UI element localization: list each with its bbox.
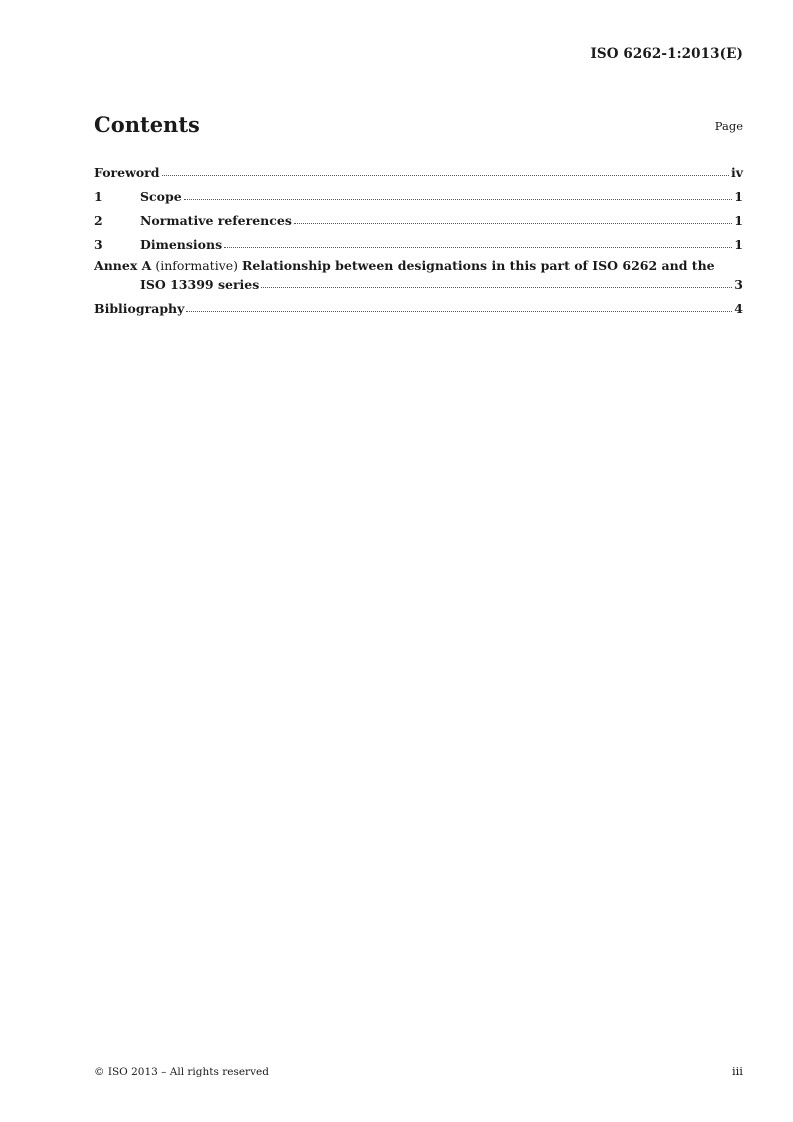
toc-entry-number: 3 (94, 237, 103, 252)
table-of-contents (94, 156, 743, 316)
dot-leader (261, 286, 732, 288)
annex-title-line1: Relationship between designations in this part of ISO 6262 and the (242, 258, 715, 273)
footer-page-number: iii (731, 1064, 743, 1078)
toc-entry-dimensions[interactable] (94, 228, 743, 252)
document-ref: ISO 6262-1:2013(E) (590, 46, 743, 62)
toc-entry-page: 4 (734, 301, 743, 316)
annex-title-line2: ISO 13399 series (140, 277, 260, 292)
toc-entry-annex-a[interactable] (94, 252, 743, 292)
dot-leader (224, 246, 732, 248)
annex-page: 3 (734, 277, 743, 292)
toc-entry-title: Dimensions (140, 237, 223, 252)
toc-entry-page: 1 (734, 189, 743, 204)
toc-entry-page: 1 (734, 213, 743, 228)
dot-leader (186, 310, 732, 312)
toc-entry-title: Bibliography (94, 301, 185, 316)
annex-label: Annex A (94, 258, 152, 273)
toc-entry-page: 1 (734, 237, 743, 252)
footer-copyright: © ISO 2013 – All rights reserved (94, 1066, 269, 1078)
contents-title: Contents (94, 112, 200, 137)
dot-leader (162, 174, 729, 176)
page-column-label: Page (714, 119, 743, 133)
toc-entry-foreword[interactable] (94, 156, 743, 180)
toc-entry-title: Scope (140, 189, 182, 204)
toc-entry-normative-references[interactable] (94, 204, 743, 228)
dot-leader (294, 222, 732, 224)
annex-type: (informative) (155, 258, 239, 273)
toc-entry-bibliography[interactable] (94, 292, 743, 316)
toc-entry-title: Normative references (140, 213, 292, 228)
toc-entry-page: iv (730, 165, 743, 180)
toc-entry-title: Foreword (94, 165, 160, 180)
dot-leader (184, 198, 733, 200)
toc-entry-number: 2 (94, 213, 103, 228)
toc-entry-number: 1 (94, 189, 103, 204)
toc-entry-scope[interactable] (94, 180, 743, 204)
